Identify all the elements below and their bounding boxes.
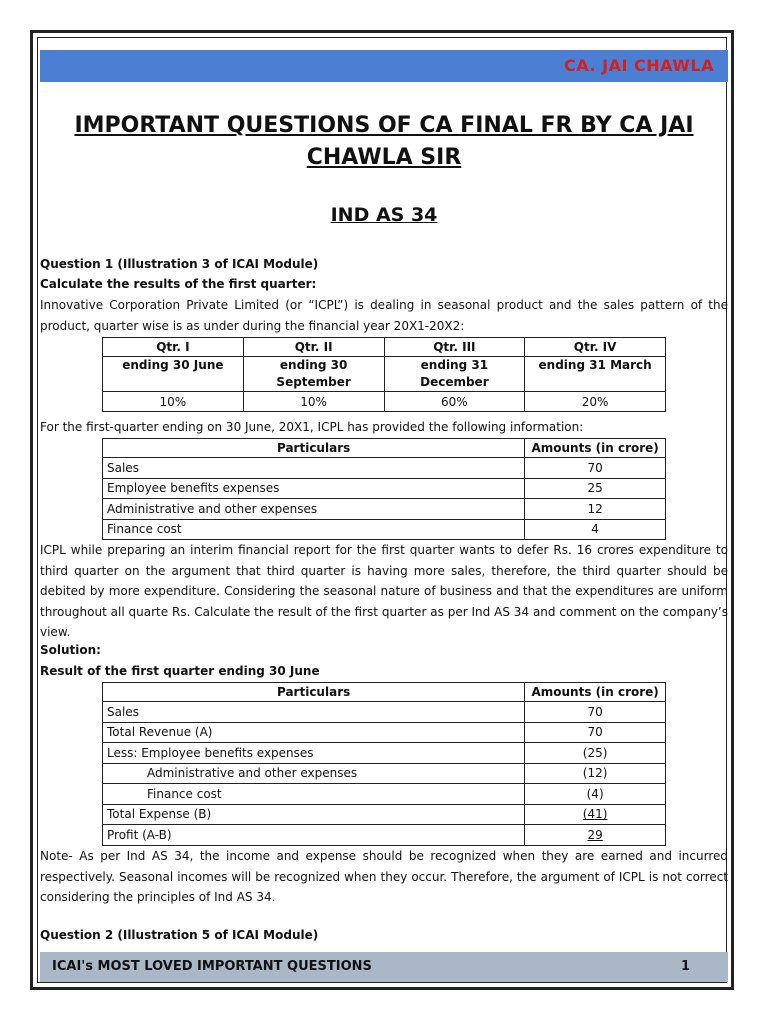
note: Note- As per Ind AS 34, the income and expense should be recognized when they are earned and incurred respectively. Seasonal incomes will be recognized when they occur. Therefore, the argument of ICPL is not correct considering the principles of Ind AS 34.	[40, 849, 728, 904]
table-row: Less: Employee benefits expenses (25)	[103, 743, 666, 764]
title-line-1: IMPORTANT QUESTIONS OF CA FINAL FR BY CA JAI	[74, 113, 694, 138]
qtr-pct-1: 10%	[103, 392, 244, 412]
table-row: Profit (A-B) 29	[103, 825, 666, 846]
info-col-amount: Amounts (in crore)	[525, 439, 666, 458]
qtr-header-4: Qtr. IV	[525, 338, 666, 357]
subject-title: IND AS 34	[330, 204, 438, 226]
result-heading: Result of the first quarter ending 30 June	[40, 664, 320, 678]
info-col-particulars: Particulars	[103, 439, 525, 458]
solution-label: Solution:	[40, 643, 101, 657]
footer-text: ICAI's MOST LOVED IMPORTANT QUESTIONS	[52, 959, 372, 974]
qtr-header-3: Qtr. III	[384, 338, 525, 357]
qtr-ending-3: ending 31 December	[384, 357, 525, 392]
info-table	[102, 438, 666, 540]
table-row: Employee benefits expenses 25	[103, 478, 666, 499]
author-name: CA. JAI CHAWLA	[564, 56, 714, 75]
title-line-2: CHAWLA SIR	[306, 145, 462, 170]
qtr-header-1: Qtr. I	[103, 338, 244, 357]
table-row: Sales 70	[103, 702, 666, 723]
table-row: Sales 70	[103, 458, 666, 479]
question-1-heading: Question 1 (Illustration 3 of ICAI Module)	[40, 257, 319, 271]
question-1-intro: Innovative Corporation Private Limited (or “ICPL”) is dealing in seasonal product and the sales pattern of the product, quarter wise is as under during the financial year 20X1-20X2:	[40, 298, 728, 333]
qtr-pct-4: 20%	[525, 392, 666, 412]
qtr-pct-2: 10%	[243, 392, 384, 412]
header-bar	[40, 50, 728, 82]
document-title	[48, 110, 720, 174]
footer-bar	[40, 952, 728, 982]
table-row: Total Expense (B) (41)	[103, 804, 666, 825]
question-2-heading: Question 2 (Illustration 5 of ICAI Module)	[40, 928, 319, 942]
result-col-particulars: Particulars	[103, 683, 525, 702]
qtr-pct-3: 60%	[384, 392, 525, 412]
page-number: 1	[680, 959, 690, 974]
result-table	[102, 682, 666, 846]
table-row: Administrative and other expenses (12)	[103, 763, 666, 784]
qtr-header-2: Qtr. II	[243, 338, 384, 357]
info-intro: For the first-quarter ending on 30 June, 20X1, ICPL has provided the following information:	[40, 420, 584, 434]
table-row: Administrative and other expenses 12	[103, 499, 666, 520]
question-1-task: Calculate the results of the first quarter:	[40, 277, 317, 291]
table-row: Finance cost 4	[103, 519, 666, 540]
result-col-amount: Amounts (in crore)	[525, 683, 666, 702]
qtr-ending-1: ending 30 June	[103, 357, 244, 392]
qtr-ending-4: ending 31 March	[525, 357, 666, 392]
table-row: Finance cost (4)	[103, 784, 666, 805]
quarter-sales-table	[102, 337, 666, 412]
question-1-body: ICPL while preparing an interim financial report for the first quarter wants to defer Rs. 16 crores expenditure to third quarter on the argument that third quarter is having more sales, therefore, the third quarter should be debited by more expenditure. Considering the seasonal nature of business and that the expenditures are uniform throughout all quarte Rs. Calculate the result of the first quarter as per Ind AS 34 and comment on the company’s view.	[40, 543, 728, 639]
qtr-ending-2: ending 30 September	[243, 357, 384, 392]
table-row: Total Revenue (A) 70	[103, 722, 666, 743]
